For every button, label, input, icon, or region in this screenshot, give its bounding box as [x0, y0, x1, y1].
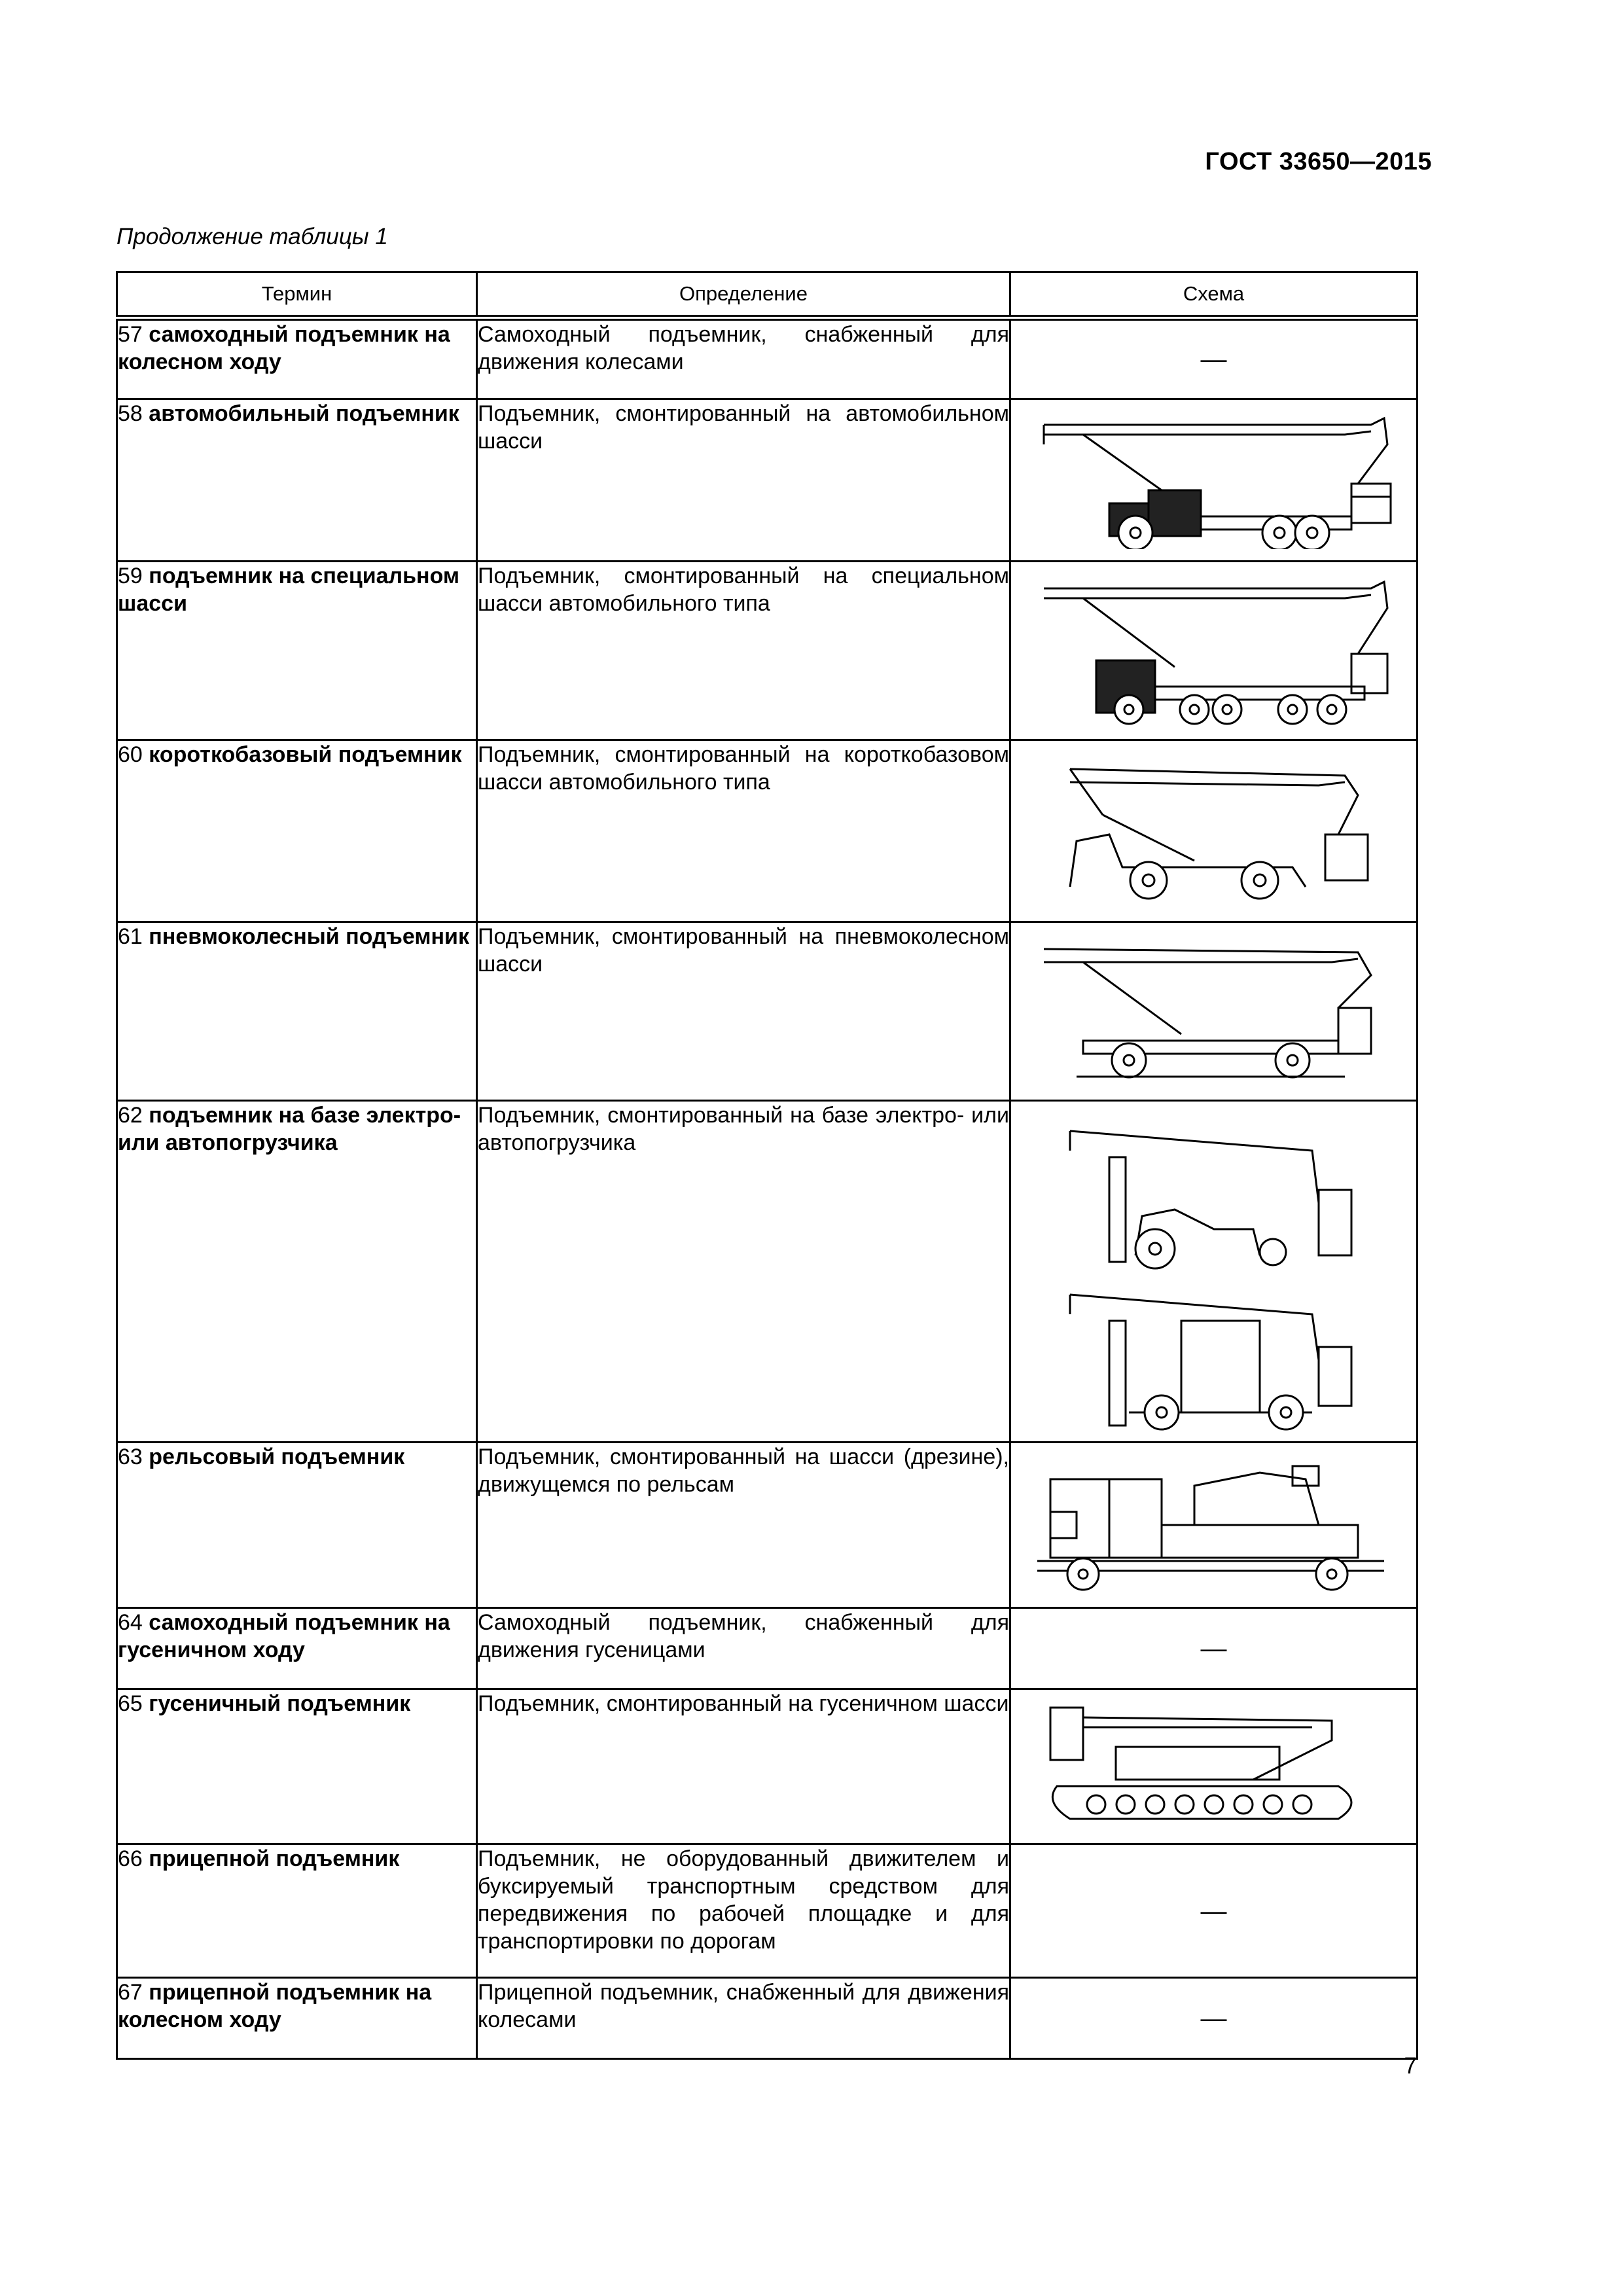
term-cell: 61 пневмоколесный подъемник	[117, 922, 477, 1101]
term-cell: 64 самоходный подъемник на гусеничном ходу	[117, 1608, 477, 1689]
scheme-cell	[1010, 740, 1418, 922]
definition-cell: Подъемник, смонтированный на специальном шасси автомобильного типа	[477, 562, 1010, 740]
truck-lift-drawing	[1031, 412, 1397, 549]
definition-cell: Подъемник, смонтированный на пневмоколесном шасси	[477, 922, 1010, 1101]
pneumatic-wheel-lift-drawing	[1031, 936, 1397, 1086]
term-cell: 65 гусеничный подъемник	[117, 1689, 477, 1844]
scheme-cell	[1010, 1101, 1418, 1443]
term-cell: 57 самоходный подъемник на колесном ходу	[117, 318, 477, 399]
scheme-cell	[1010, 1689, 1418, 1844]
scheme-cell	[1010, 399, 1418, 562]
table-row	[117, 318, 1418, 399]
terms-table	[116, 271, 1418, 2060]
term-cell: 67 прицепной подъемник на колесном ходу	[117, 1978, 477, 2059]
table-row	[117, 1608, 1418, 1689]
table-row	[117, 399, 1418, 562]
no-scheme-dash: —	[1200, 2003, 1227, 2033]
definition-cell: Подъемник, смонтированный на гусеничном шасси	[477, 1689, 1010, 1844]
term-cell: 60 короткобазовый подъемник	[117, 740, 477, 922]
table-row	[117, 562, 1418, 740]
table-row	[117, 1689, 1418, 1844]
term-cell: 58 автомобильный подъемник	[117, 399, 477, 562]
rail-lift-drawing	[1031, 1453, 1397, 1597]
table-caption: Продолжение таблицы 1	[116, 224, 388, 249]
table-row	[117, 1844, 1418, 1978]
table-header-row	[117, 272, 1418, 318]
definition-cell: Прицепной подъемник, снабженный для движения колесами	[477, 1978, 1010, 2059]
scheme-cell	[1010, 922, 1418, 1101]
scheme-cell	[1010, 1844, 1418, 1978]
table-row	[117, 1101, 1418, 1443]
column-header-definition: Определение	[477, 272, 1010, 318]
no-scheme-dash: —	[1200, 1896, 1227, 1926]
page-number: 7	[1404, 2053, 1417, 2079]
definition-cell: Подъемник, не оборудованный движителем и буксируемый транспортным средством для передвижения по рабочей площадке и для транспортировки по дорогам	[477, 1844, 1010, 1978]
no-scheme-dash: —	[1200, 345, 1227, 374]
scheme-cell	[1010, 562, 1418, 740]
term-cell: 59 подъемник на специальном шасси	[117, 562, 477, 740]
scheme-cell	[1010, 1443, 1418, 1608]
definition-cell: Подъемник, смонтированный на шасси (дрезине), движущемся по рельсам	[477, 1443, 1010, 1608]
forklift-lift-drawing	[1031, 1111, 1397, 1432]
table-row	[117, 1978, 1418, 2059]
definition-cell: Самоходный подъемник, снабженный для движения колесами	[477, 318, 1010, 399]
definition-cell: Подъемник, смонтированный на короткобазовом шасси автомобильного типа	[477, 740, 1010, 922]
scheme-cell	[1010, 1978, 1418, 2059]
term-cell: 66 прицепной подъемник	[117, 1844, 477, 1978]
term-cell: 62 подъемник на базе электро- или автопогрузчика	[117, 1101, 477, 1443]
scheme-cell	[1010, 318, 1418, 399]
table-row	[117, 922, 1418, 1101]
definition-cell: Подъемник, смонтированный на автомобильном шасси	[477, 399, 1010, 562]
no-scheme-dash: —	[1200, 1634, 1227, 1663]
column-header-scheme: Схема	[1010, 272, 1418, 318]
term-cell: 63 рельсовый подъемник	[117, 1443, 477, 1608]
standard-code: ГОСТ 33650—2015	[1205, 148, 1432, 175]
special-chassis-lift-drawing	[1031, 575, 1397, 726]
table-row	[117, 740, 1418, 922]
crawler-lift-drawing	[1031, 1701, 1397, 1832]
table-row	[117, 1443, 1418, 1608]
scheme-cell	[1010, 1608, 1418, 1689]
definition-cell: Самоходный подъемник, снабженный для движения гусеницами	[477, 1608, 1010, 1689]
definition-cell: Подъемник, смонтированный на базе электро- или автопогрузчика	[477, 1101, 1010, 1443]
column-header-term: Термин	[117, 272, 477, 318]
short-base-lift-drawing	[1031, 756, 1397, 906]
